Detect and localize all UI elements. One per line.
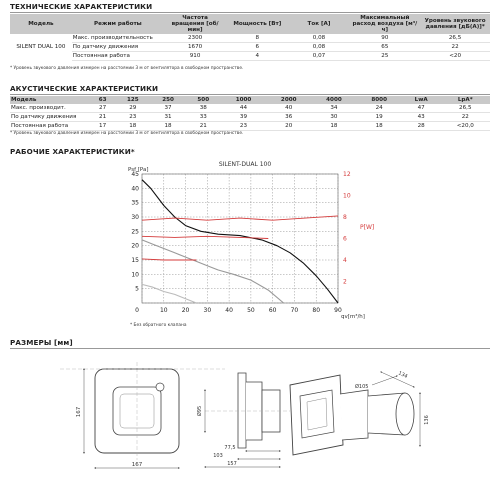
ac-cell: Макс. производит.	[10, 104, 90, 113]
ac-cell: 18	[357, 122, 402, 131]
tech-cell: 6	[226, 43, 288, 52]
th-mode: Режим работы	[72, 14, 164, 34]
tech-cell: 22	[420, 43, 490, 52]
x-tick-label: 30	[203, 307, 212, 314]
y-tick-label: 20	[131, 242, 139, 250]
pipe-height-label: 136	[424, 415, 430, 425]
tech-cell: 25	[349, 52, 420, 61]
width-label: 167	[131, 462, 143, 468]
section-title-tech: ТЕХНИЧЕСКИЕ ХАРАКТЕРИСТИКИ	[10, 2, 490, 13]
ac-cell: 21	[186, 122, 221, 131]
tech-cell: 65	[349, 43, 420, 52]
iso-grille	[307, 398, 327, 430]
x-tick-label: 40	[225, 307, 233, 314]
section-title-acoustic: АКУСТИЧЕСКИЕ ХАРАКТЕРИСТИКИ	[10, 84, 490, 95]
ac-cell: 20	[266, 122, 311, 131]
y-tick-label: 25	[131, 228, 139, 236]
acoustic-note: * Уровень звукового давления измерен на расстоянии 3 м от вентилятора в свободном пространстве.	[10, 131, 244, 136]
chart-title: SILENT-DUAL 100	[218, 161, 272, 168]
ac-th: 4000	[311, 96, 356, 104]
section-title-performance: РАБОЧИЕ ХАРАКТЕРИСТИКИ*	[10, 147, 135, 156]
y2-tick-label: 8	[343, 214, 347, 221]
th-power: Мощность [Вт]	[226, 14, 288, 34]
th-model: Модель	[10, 14, 72, 34]
th-current: Ток [А]	[288, 14, 349, 34]
y-tick-label: 40	[131, 185, 139, 193]
ac-th: LwA	[402, 96, 441, 104]
ac-cell: 18	[311, 122, 356, 131]
diam-outer-label: Ø105	[355, 384, 369, 390]
tech-cell: Постоянная работа	[72, 52, 164, 61]
th-rpm: Частота вращения [об/мин]	[164, 14, 226, 34]
ac-cell: 23	[115, 113, 150, 122]
ac-cell: 36	[266, 113, 311, 122]
y-tick-label: 30	[131, 214, 139, 221]
ac-cell: 34	[311, 104, 356, 113]
tech-cell: 8	[226, 34, 288, 43]
y2-tick-label: 10	[343, 192, 351, 200]
section-title-dimensions: РАЗМЕРЫ [мм]	[10, 338, 490, 349]
iso-view	[290, 370, 430, 455]
y2-tick-label: 12	[343, 171, 351, 178]
tech-cell: 26,5	[420, 34, 490, 43]
x-tick-label: 0	[135, 307, 139, 314]
ac-cell: По датчику движения	[10, 113, 90, 122]
tech-cell: 90	[349, 34, 420, 43]
ac-cell: 29	[115, 104, 150, 113]
tech-model-cell: SILENT DUAL 100	[16, 44, 66, 51]
x-tick-label: 50	[247, 307, 255, 314]
tech-cell: 4	[226, 52, 288, 61]
th-airflow: Максимальный расход воздуха [м³/ч]	[349, 14, 420, 34]
tech-cell: <20	[420, 52, 490, 61]
ac-cell: 30	[311, 113, 356, 122]
tech-note: * Уровень звукового давления измерен на расстоянии 3 м от вентилятора в свободном пространстве.	[10, 66, 244, 71]
y-tick-label: 5	[135, 285, 139, 293]
ac-cell: 27	[90, 104, 115, 113]
ac-cell: 33	[186, 113, 221, 122]
ac-cell: 38	[186, 104, 221, 113]
ac-th: 63	[90, 96, 115, 104]
x-tick-label: 90	[334, 307, 342, 314]
tech-cell: 0,08	[288, 34, 349, 43]
ac-cell: 43	[402, 113, 441, 122]
y2-axis-label: P[W]	[360, 224, 375, 231]
y-axis-label: Psf [Pa]	[128, 167, 149, 173]
iso-body	[340, 390, 368, 440]
y-tick-label: 35	[131, 199, 139, 207]
depth2-label: 103	[213, 453, 223, 459]
ac-th: Модель	[10, 96, 90, 104]
y2-tick-label: 4	[343, 257, 347, 264]
height-label: 167	[76, 406, 82, 418]
ac-cell: 26,5	[441, 104, 490, 113]
ac-cell: 24	[357, 104, 402, 113]
depth3-label: 157	[227, 461, 237, 467]
ac-cell: <20,0	[441, 122, 490, 131]
tech-cell: По датчику движения	[72, 43, 164, 52]
ac-cell: 40	[266, 104, 311, 113]
ac-cell: 18	[115, 122, 150, 131]
ac-th: 2000	[266, 96, 311, 104]
ac-cell: 31	[150, 113, 185, 122]
tech-cell: 0,07	[288, 52, 349, 61]
x-tick-label: 80	[312, 307, 321, 314]
x-tick-label: 10	[159, 307, 168, 314]
ac-th: 500	[186, 96, 221, 104]
x-axis-label: qv[m³/h]	[341, 314, 365, 320]
ac-cell: 19	[357, 113, 402, 122]
ac-cell: 28	[402, 122, 441, 131]
y-tick-label: 15	[131, 257, 139, 264]
x-tick-label: 70	[290, 307, 299, 314]
ac-cell: 21	[90, 113, 115, 122]
side-view	[196, 373, 290, 467]
ac-th: 125	[115, 96, 150, 104]
ac-cell: 37	[150, 104, 185, 113]
ac-cell: 39	[221, 113, 266, 122]
ac-th: 1000	[221, 96, 266, 104]
ac-cell: Постоянная работа	[10, 122, 90, 131]
y2-tick-label: 6	[343, 235, 347, 243]
x-tick-label: 60	[268, 307, 277, 314]
ac-cell: 17	[90, 122, 115, 131]
tech-cell: Макс. производительность	[72, 34, 164, 43]
iso-pipe-end	[396, 393, 414, 435]
depth1-label: 77,5	[224, 445, 236, 451]
y-tick-label: 45	[131, 171, 139, 178]
th-noise: Уровень звукового давления [дБ(А)]*	[420, 14, 490, 34]
x-tick-label: 20	[181, 307, 190, 314]
ac-cell: 18	[150, 122, 185, 131]
pipe-length-label: 134	[397, 370, 409, 380]
ac-cell: 23	[221, 122, 266, 131]
ac-th: 8000	[357, 96, 402, 104]
tech-cell: 910	[164, 52, 226, 61]
tech-cell: 0,08	[288, 43, 349, 52]
side-panel	[238, 373, 246, 448]
ac-cell: 22	[441, 113, 490, 122]
diam-inner-label: Ø95	[197, 405, 203, 417]
tech-cell: 2300	[164, 34, 226, 43]
indicator-icon	[156, 383, 164, 391]
ac-cell: 44	[221, 104, 266, 113]
ac-th: LpA*	[441, 96, 490, 104]
ac-cell: 47	[402, 104, 441, 113]
chart-note: * Без обратного клапана	[130, 323, 187, 328]
ac-th: 250	[150, 96, 185, 104]
y-tick-label: 10	[131, 271, 139, 279]
tech-cell: 1670	[164, 43, 226, 52]
y2-tick-label: 2	[343, 278, 347, 286]
